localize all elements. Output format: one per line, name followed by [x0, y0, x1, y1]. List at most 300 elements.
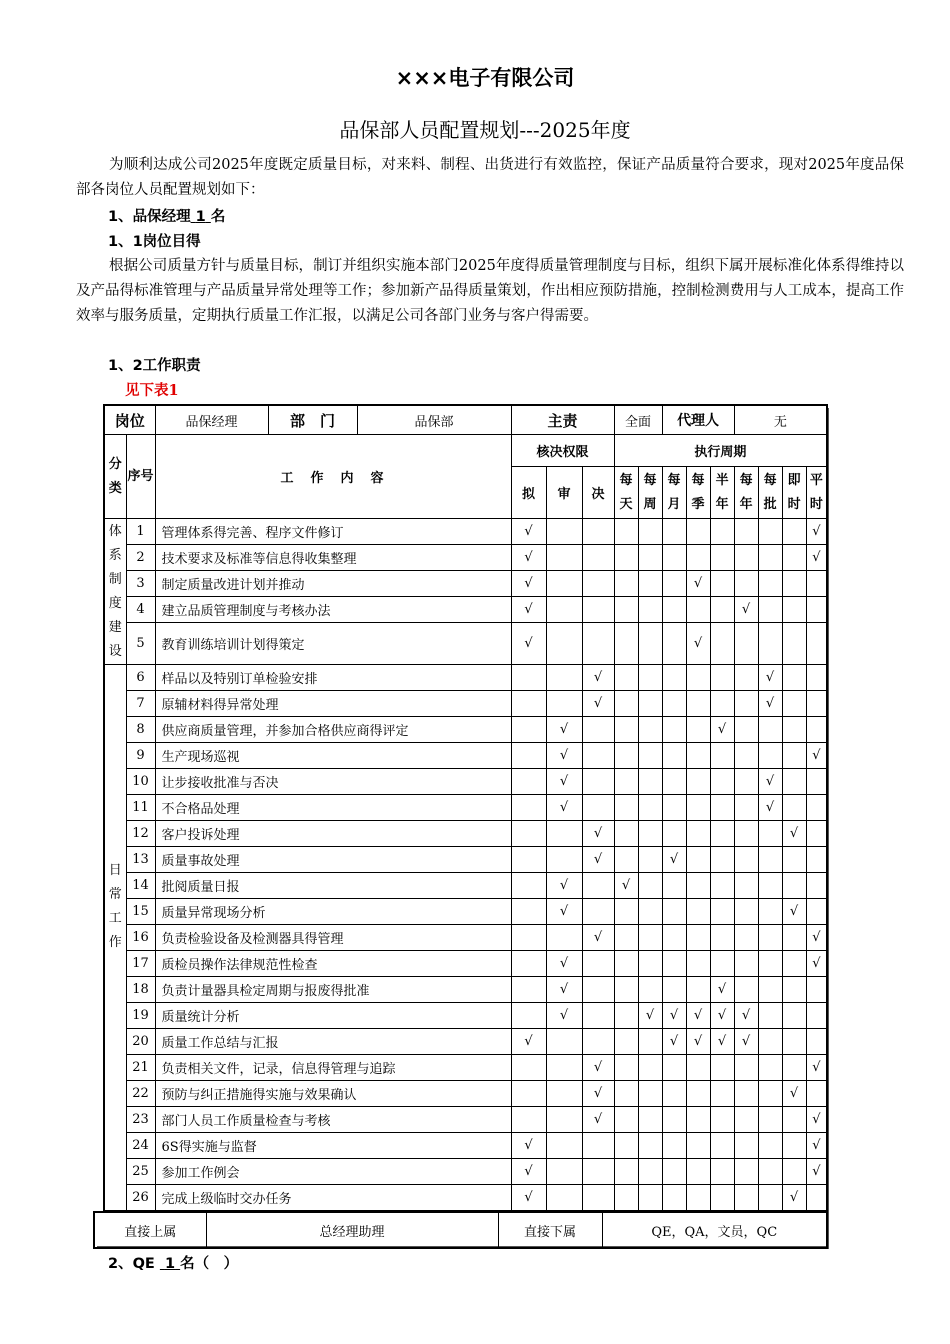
- table-row: [104, 665, 827, 691]
- row-number: 24: [126, 1133, 155, 1159]
- mark-cell: [734, 743, 758, 769]
- mark-cell: [582, 1133, 614, 1159]
- table-row: [104, 951, 827, 977]
- mark-cell: [806, 1029, 827, 1055]
- check-mark: √: [582, 691, 614, 717]
- subordinate-label: 直接下属: [498, 1212, 602, 1248]
- check-mark: √: [546, 1003, 582, 1029]
- row-number: 7: [126, 691, 155, 717]
- table-row: [104, 1081, 827, 1107]
- mark-cell: [662, 743, 686, 769]
- mark-cell: [758, 899, 782, 925]
- mark-cell: [734, 691, 758, 717]
- mark-cell: [734, 925, 758, 951]
- mark-cell: [686, 847, 710, 873]
- mark-cell: [710, 623, 734, 665]
- category-daily-cell: 日常工作: [104, 665, 126, 1211]
- row-number: 9: [126, 743, 155, 769]
- mark-cell: [734, 1133, 758, 1159]
- row-number: 16: [126, 925, 155, 951]
- mark-cell: [806, 1003, 827, 1029]
- task-description: 批阅质量日报: [155, 873, 511, 899]
- table-row: [104, 1133, 827, 1159]
- mark-cell: [662, 1107, 686, 1133]
- row-number: 10: [126, 769, 155, 795]
- mark-cell: [734, 717, 758, 743]
- section2-heading: 2、QE 1 名（ ）: [108, 1256, 239, 1272]
- mark-cell: [686, 519, 710, 545]
- row-number: 13: [126, 847, 155, 873]
- mark-cell: [782, 691, 806, 717]
- table-row: [104, 545, 827, 571]
- mark-cell: [686, 1185, 710, 1211]
- mark-cell: [638, 899, 662, 925]
- task-description: 原辅材料得异常处理: [155, 691, 511, 717]
- post-value: 品保经理: [156, 406, 269, 434]
- mark-cell: [662, 821, 686, 847]
- check-mark: √: [582, 1055, 614, 1081]
- check-mark: √: [710, 977, 734, 1003]
- mark-cell: [582, 519, 614, 545]
- mark-cell: [782, 1055, 806, 1081]
- check-mark: √: [782, 1081, 806, 1107]
- mark-cell: [782, 951, 806, 977]
- mark-cell: [758, 1159, 782, 1185]
- mark-cell: [662, 925, 686, 951]
- mark-cell: [582, 545, 614, 571]
- mark-cell: [511, 795, 546, 821]
- row-number: 23: [126, 1107, 155, 1133]
- mark-cell: [614, 899, 638, 925]
- mark-cell: [710, 1081, 734, 1107]
- mark-cell: [638, 1159, 662, 1185]
- mark-cell: [614, 597, 638, 623]
- mark-cell: [546, 691, 582, 717]
- task-description: 质量工作总结与汇报: [155, 1029, 511, 1055]
- row-number: 15: [126, 899, 155, 925]
- check-mark: √: [662, 1003, 686, 1029]
- check-mark: √: [758, 691, 782, 717]
- check-mark: √: [614, 873, 638, 899]
- row-number: 18: [126, 977, 155, 1003]
- row-number: 8: [126, 717, 155, 743]
- check-mark: √: [511, 571, 546, 597]
- lead-value: 全面: [614, 405, 662, 435]
- mark-cell: [782, 925, 806, 951]
- check-mark: √: [582, 821, 614, 847]
- mark-cell: [614, 691, 638, 717]
- content-header: 工 作 内 容: [155, 435, 511, 519]
- check-mark: √: [782, 899, 806, 925]
- table-row: [104, 1185, 827, 1211]
- check-mark: √: [710, 717, 734, 743]
- mark-cell: [758, 847, 782, 873]
- mark-cell: [686, 951, 710, 977]
- check-mark: √: [806, 545, 827, 571]
- mark-cell: [782, 717, 806, 743]
- mark-cell: [638, 691, 662, 717]
- mark-cell: [662, 951, 686, 977]
- mark-cell: [511, 873, 546, 899]
- mark-cell: [734, 519, 758, 545]
- mark-cell: [638, 1107, 662, 1133]
- table-row: [104, 1003, 827, 1029]
- mark-cell: [511, 717, 546, 743]
- mark-cell: [662, 1159, 686, 1185]
- mark-cell: [662, 571, 686, 597]
- mark-cell: [758, 519, 782, 545]
- mark-cell: [638, 1029, 662, 1055]
- check-mark: √: [806, 743, 827, 769]
- mark-cell: [710, 743, 734, 769]
- check-mark: √: [511, 1133, 546, 1159]
- cycle-header: 执行周期: [614, 435, 827, 467]
- mark-cell: [806, 717, 827, 743]
- task-description: 负责相关文件，记录，信息得管理与追踪: [155, 1055, 511, 1081]
- mark-cell: [710, 925, 734, 951]
- mark-cell: [758, 821, 782, 847]
- mark-cell: [758, 1133, 782, 1159]
- task-description: 参加工作例会: [155, 1159, 511, 1185]
- row-number: 12: [126, 821, 155, 847]
- mark-cell: [638, 597, 662, 623]
- mark-cell: [511, 665, 546, 691]
- mark-cell: [582, 1159, 614, 1185]
- check-mark: √: [546, 899, 582, 925]
- mark-cell: [511, 1003, 546, 1029]
- check-mark: √: [511, 623, 546, 665]
- mark-cell: [546, 1133, 582, 1159]
- mark-cell: [686, 821, 710, 847]
- check-mark: √: [546, 717, 582, 743]
- mark-cell: [546, 821, 582, 847]
- mark-cell: [710, 1185, 734, 1211]
- mark-cell: [806, 597, 827, 623]
- mark-cell: [614, 571, 638, 597]
- cycle-col-batch: 每批: [758, 467, 782, 519]
- section1-1-heading: 1、1岗位目得: [108, 234, 201, 250]
- check-mark: √: [710, 1029, 734, 1055]
- mark-cell: [710, 899, 734, 925]
- check-mark: √: [686, 1003, 710, 1029]
- mark-cell: [734, 1107, 758, 1133]
- mark-cell: [582, 1185, 614, 1211]
- task-description: 质检员操作法律规范性检查: [155, 951, 511, 977]
- mark-cell: [710, 691, 734, 717]
- check-mark: √: [806, 951, 827, 977]
- check-mark: √: [638, 1003, 662, 1029]
- mark-cell: [582, 571, 614, 597]
- mark-cell: [782, 1107, 806, 1133]
- mark-cell: [686, 925, 710, 951]
- row-number: 22: [126, 1081, 155, 1107]
- mark-cell: [662, 691, 686, 717]
- mark-cell: [638, 545, 662, 571]
- mark-cell: [782, 769, 806, 795]
- mark-cell: [511, 821, 546, 847]
- mark-cell: [686, 1107, 710, 1133]
- mark-cell: [546, 597, 582, 623]
- task-description: 负责检验设备及检测器具得管理: [155, 925, 511, 951]
- mark-cell: [638, 519, 662, 545]
- row-number: 2: [126, 545, 155, 571]
- task-description: 技术要求及标准等信息得收集整理: [155, 545, 511, 571]
- mark-cell: [638, 847, 662, 873]
- job-purpose-paragraph: 根据公司质量方针与质量目标，制订并组织实施本部门2025年度得质量管理制度与目标，组织下属开展标准化体系得维持以及产品得标准管理与产品质量异常处理等工作；参加新产品得质量策划，作出相应预防措施，控制检测费用与人工成本，提高工作效率与服务质量，定期执行质量工作汇报，以满足公司各部门业务与客户得需要。: [76, 258, 904, 324]
- mark-cell: [546, 519, 582, 545]
- mark-cell: [638, 1133, 662, 1159]
- mark-cell: [662, 623, 686, 665]
- mark-cell: [582, 1029, 614, 1055]
- table-row: [104, 821, 827, 847]
- mark-cell: [638, 1055, 662, 1081]
- check-mark: √: [806, 1055, 827, 1081]
- mark-cell: [758, 977, 782, 1003]
- mark-cell: [758, 597, 782, 623]
- check-mark: √: [546, 873, 582, 899]
- mark-cell: [782, 795, 806, 821]
- category-system-cell: 体系制度建设: [104, 519, 126, 665]
- mark-cell: [686, 665, 710, 691]
- mark-cell: [806, 665, 827, 691]
- check-mark: √: [546, 743, 582, 769]
- mark-cell: [662, 1185, 686, 1211]
- check-mark: √: [758, 665, 782, 691]
- mark-cell: [806, 795, 827, 821]
- mark-cell: [734, 1185, 758, 1211]
- row-number: 19: [126, 1003, 155, 1029]
- table-row: [104, 623, 827, 665]
- check-mark: √: [806, 1107, 827, 1133]
- cycle-col-yearly: 每年: [734, 467, 758, 519]
- mark-cell: [710, 597, 734, 623]
- mark-cell: [734, 951, 758, 977]
- mark-cell: [734, 795, 758, 821]
- row-number: 20: [126, 1029, 155, 1055]
- mark-cell: [546, 623, 582, 665]
- task-description: 完成上级临时交办任务: [155, 1185, 511, 1211]
- mark-cell: [758, 925, 782, 951]
- mark-cell: [782, 1003, 806, 1029]
- mark-cell: [806, 1081, 827, 1107]
- mark-cell: [638, 665, 662, 691]
- task-description: 预防与纠正措施得实施与效果确认: [155, 1081, 511, 1107]
- table-reference: 见下表1: [125, 382, 179, 399]
- mark-cell: [582, 597, 614, 623]
- mark-cell: [686, 795, 710, 821]
- mark-cell: [614, 821, 638, 847]
- cycle-col-quarterly: 每季: [686, 467, 710, 519]
- mark-cell: [782, 873, 806, 899]
- auth-col-draft: 拟: [511, 467, 546, 519]
- mark-cell: [806, 899, 827, 925]
- mark-cell: [546, 545, 582, 571]
- mark-cell: [686, 743, 710, 769]
- check-mark: √: [686, 623, 710, 665]
- mark-cell: [710, 795, 734, 821]
- category-header: 分类: [104, 435, 126, 519]
- column-group-row: [104, 435, 827, 467]
- row-number: 4: [126, 597, 155, 623]
- mark-cell: [758, 951, 782, 977]
- check-mark: √: [511, 597, 546, 623]
- task-description: 样品以及特别订单检验安排: [155, 665, 511, 691]
- mark-cell: [710, 1133, 734, 1159]
- mark-cell: [546, 571, 582, 597]
- mark-cell: [638, 795, 662, 821]
- row-number: 3: [126, 571, 155, 597]
- mark-cell: [614, 951, 638, 977]
- mark-cell: [614, 1107, 638, 1133]
- mark-cell: [710, 665, 734, 691]
- mark-cell: [782, 571, 806, 597]
- task-description: 负责计量器具检定周期与报废得批准: [155, 977, 511, 1003]
- mark-cell: [734, 821, 758, 847]
- task-description: 不合格品处理: [155, 795, 511, 821]
- task-description: 生产现场巡视: [155, 743, 511, 769]
- mark-cell: [638, 821, 662, 847]
- row-number: 5: [126, 623, 155, 665]
- auth-col-approve: 决: [582, 467, 614, 519]
- mark-cell: [582, 743, 614, 769]
- mark-cell: [782, 665, 806, 691]
- table-row: [104, 977, 827, 1003]
- mark-cell: [511, 691, 546, 717]
- mark-cell: [710, 873, 734, 899]
- row-number: 26: [126, 1185, 155, 1211]
- mark-cell: [710, 1055, 734, 1081]
- mark-cell: [546, 925, 582, 951]
- mark-cell: [546, 1107, 582, 1133]
- check-mark: √: [806, 1133, 827, 1159]
- mark-cell: [614, 1185, 638, 1211]
- mark-cell: [734, 545, 758, 571]
- mark-cell: [614, 847, 638, 873]
- mark-cell: [582, 623, 614, 665]
- mark-cell: [782, 847, 806, 873]
- mark-cell: [614, 925, 638, 951]
- table-row: [104, 1107, 827, 1133]
- mark-cell: [686, 597, 710, 623]
- mark-cell: [582, 1003, 614, 1029]
- mark-cell: [806, 769, 827, 795]
- mark-cell: [686, 977, 710, 1003]
- mark-cell: [782, 519, 806, 545]
- mark-cell: [662, 977, 686, 1003]
- mark-cell: [734, 1159, 758, 1185]
- table-row: [104, 847, 827, 873]
- mark-cell: [546, 1159, 582, 1185]
- mark-cell: [734, 623, 758, 665]
- task-description: 制定质量改进计划并推动: [155, 571, 511, 597]
- mark-cell: [582, 873, 614, 899]
- agent-label: 代理人: [662, 405, 734, 435]
- mark-cell: [638, 1185, 662, 1211]
- task-description: 建立品质管理制度与考核办法: [155, 597, 511, 623]
- check-mark: √: [662, 847, 686, 873]
- lead-label: 主责: [511, 405, 614, 435]
- mark-cell: [710, 951, 734, 977]
- mark-cell: [614, 769, 638, 795]
- table-row: [104, 1029, 827, 1055]
- post-label: 岗位: [104, 405, 155, 435]
- mark-cell: [546, 665, 582, 691]
- mark-cell: [710, 847, 734, 873]
- mark-cell: [734, 1055, 758, 1081]
- mark-cell: [614, 977, 638, 1003]
- mark-cell: [758, 1055, 782, 1081]
- section1-heading: 1、品保经理 1 名: [108, 209, 226, 225]
- mark-cell: [511, 925, 546, 951]
- mark-cell: [582, 951, 614, 977]
- seq-header: 序号: [126, 435, 155, 519]
- auth-col-review: 审: [546, 467, 582, 519]
- mark-cell: [638, 977, 662, 1003]
- mark-cell: [710, 519, 734, 545]
- superior-value: 总经理助理: [206, 1212, 498, 1248]
- mark-cell: [782, 623, 806, 665]
- check-mark: √: [662, 1029, 686, 1055]
- check-mark: √: [782, 821, 806, 847]
- mark-cell: [582, 769, 614, 795]
- mark-cell: [806, 977, 827, 1003]
- mark-cell: [710, 571, 734, 597]
- check-mark: √: [582, 1107, 614, 1133]
- mark-cell: [710, 1159, 734, 1185]
- company-name: ×××电子有限公司: [395, 66, 575, 90]
- mark-cell: [662, 1081, 686, 1107]
- cycle-col-routine: 平时: [806, 467, 827, 519]
- mark-cell: [614, 1159, 638, 1185]
- mark-cell: [686, 899, 710, 925]
- check-mark: √: [806, 1159, 827, 1185]
- mark-cell: [511, 743, 546, 769]
- cycle-col-daily: 每天: [614, 467, 638, 519]
- check-mark: √: [546, 977, 582, 1003]
- mark-cell: [511, 1055, 546, 1081]
- mark-cell: [806, 623, 827, 665]
- row-number: 14: [126, 873, 155, 899]
- mark-cell: [686, 769, 710, 795]
- table-row: [104, 925, 827, 951]
- check-mark: √: [511, 519, 546, 545]
- mark-cell: [546, 847, 582, 873]
- mark-cell: [662, 769, 686, 795]
- cycle-col-weekly: 每周: [638, 467, 662, 519]
- task-description: 客户投诉处理: [155, 821, 511, 847]
- mark-cell: [546, 1185, 582, 1211]
- mark-cell: [662, 795, 686, 821]
- mark-cell: [758, 623, 782, 665]
- mark-cell: [614, 623, 638, 665]
- row-number: 6: [126, 665, 155, 691]
- mark-cell: [782, 1029, 806, 1055]
- check-mark: √: [546, 769, 582, 795]
- mark-cell: [734, 1081, 758, 1107]
- mark-cell: [710, 821, 734, 847]
- mark-cell: [582, 717, 614, 743]
- document-title: 品保部人员配置规划---2025年度: [339, 118, 631, 142]
- table-row: [104, 743, 827, 769]
- mark-cell: [806, 873, 827, 899]
- mark-cell: [662, 899, 686, 925]
- task-description: 质量异常现场分析: [155, 899, 511, 925]
- mark-cell: [614, 545, 638, 571]
- mark-cell: [686, 545, 710, 571]
- check-mark: √: [511, 1159, 546, 1185]
- mark-cell: [758, 571, 782, 597]
- mark-cell: [662, 717, 686, 743]
